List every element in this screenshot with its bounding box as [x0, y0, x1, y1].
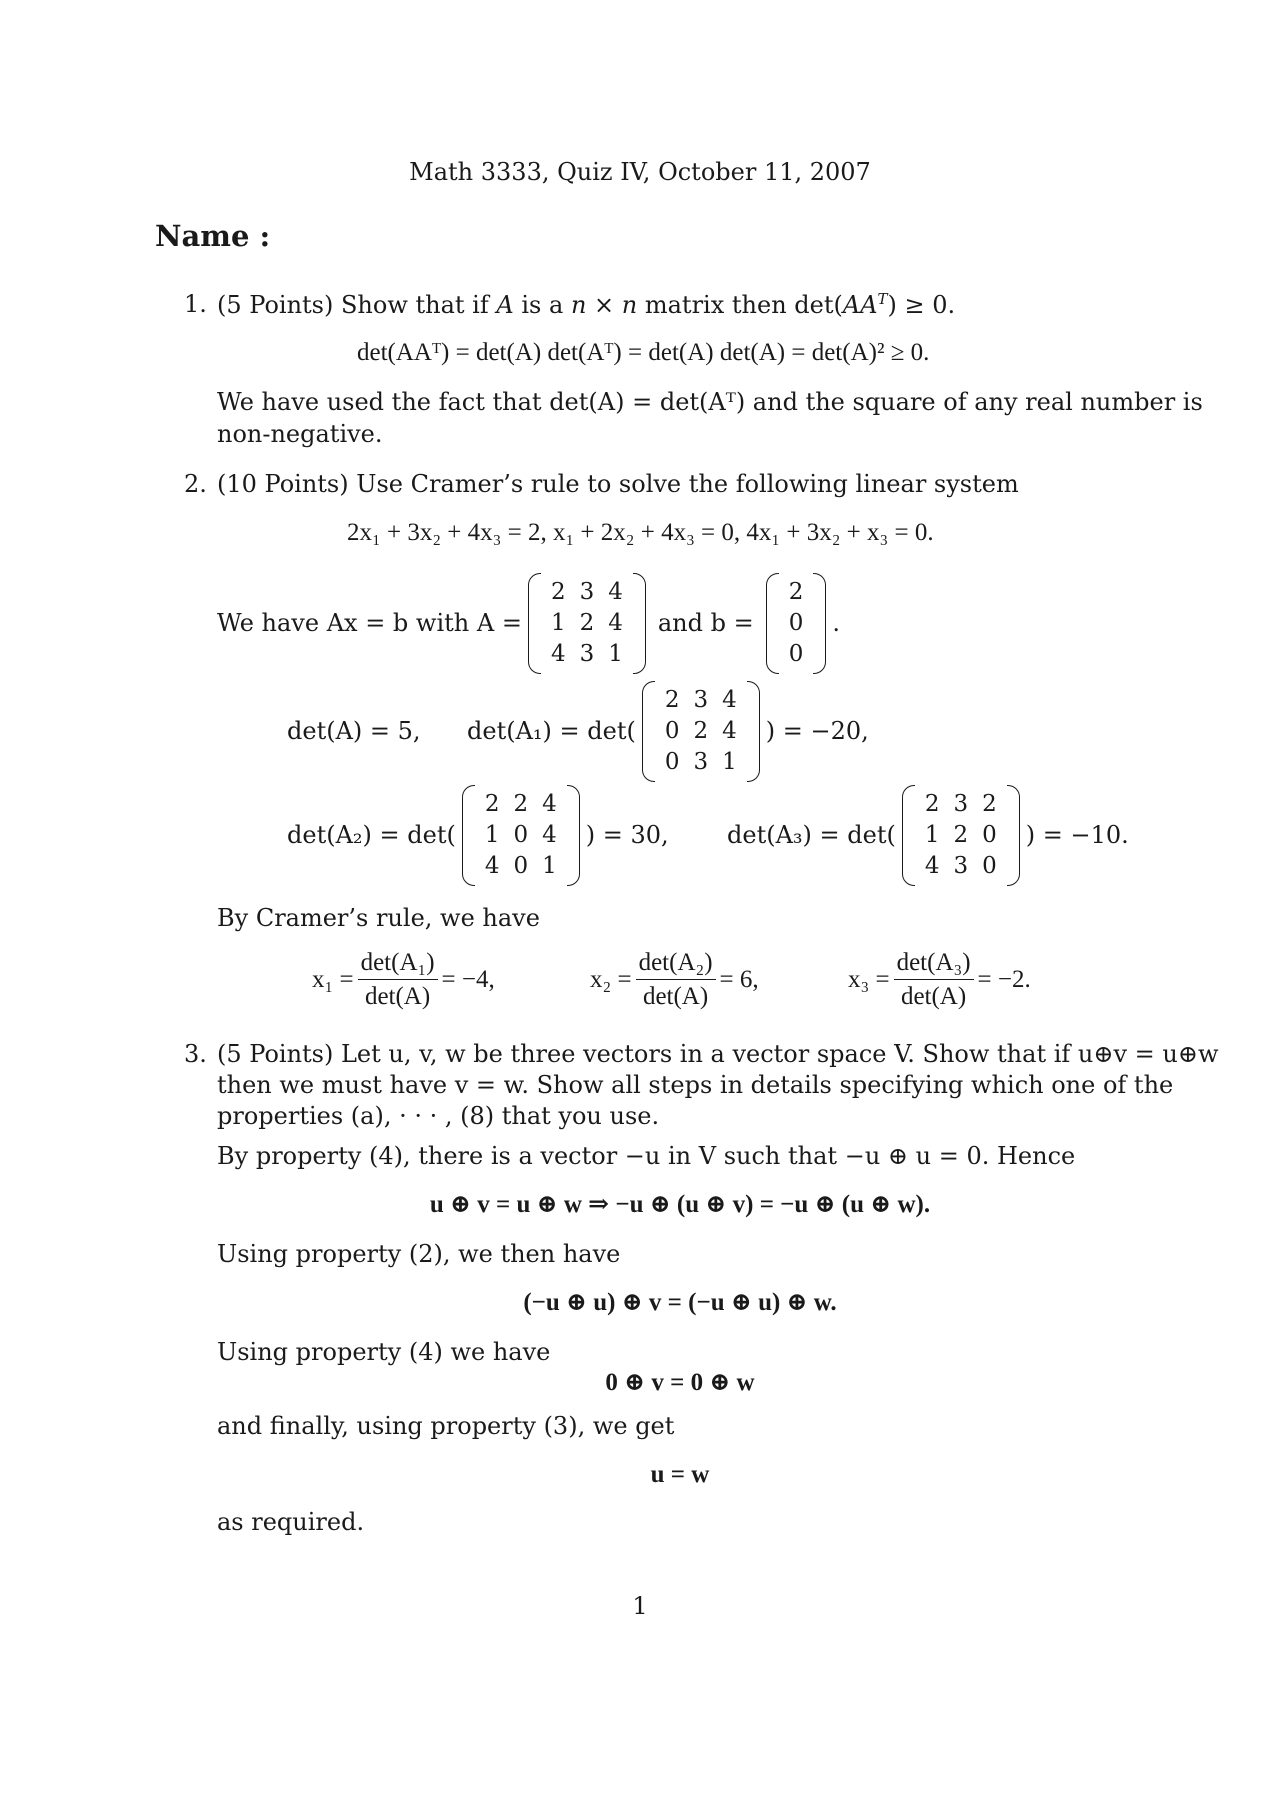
- q2-x2: x₂ = $\frac{\text{det(A₂)}}{\det(A)}$ = 6,: [590, 948, 759, 1010]
- q2-number: 2.: [184, 470, 207, 498]
- q2-detA2: det(A₂) = det( 2 2 4 1 0 4 4 0 1 ) = 30,: [287, 790, 669, 880]
- q3-step4: and finally, using property (3), we get: [217, 1412, 675, 1440]
- q1-equation: det(AAᵀ) = det(A) det(Aᵀ) = det(A) det(A) = det(A)² ≥ 0.: [357, 339, 930, 366]
- matrix-A3: 2 3 2 1 2 0 4 3 0: [902, 789, 1020, 882]
- q2-cramer-intro: By Cramer’s rule, we have: [217, 904, 540, 932]
- q3-eq2: (−u ⊕ u) ⊕ v = (−u ⊕ u) ⊕ w.: [523, 1289, 837, 1316]
- q1-prompt: (5 Points) Show that if A is a n × n matrix then $\det(AA^T) \ge 0$.: [217, 290, 956, 319]
- q3-step3: Using property (4) we have: [217, 1338, 551, 1366]
- page-number: 1: [632, 1592, 648, 1620]
- q3-step1: By property (4), there is a vector −u in V such that −u ⊕ u = 0. Hence: [217, 1142, 1076, 1170]
- matrix-A2: 2 2 4 1 0 4 4 0 1: [462, 789, 580, 882]
- q3-number: 3.: [184, 1040, 207, 1068]
- q2-detA1: det(A₁) = det( 2 3 4 0 2 4 0 3 1 ) = −20,: [467, 686, 869, 776]
- q1-explanation-line1: We have used the fact that det(A) = det(Aᵀ) and the square of any real number is: [217, 388, 1203, 416]
- vector-b: 2 0 0: [766, 577, 827, 670]
- q3-prompt-line1: (5 Points) Let u, v, w be three vectors in a vector space V. Show that if u⊕v = u⊕w: [217, 1040, 1219, 1068]
- q2-prompt: (10 Points) Use Cramer’s rule to solve the following linear system: [217, 470, 1019, 498]
- q2-detA3: det(A₃) = det( 2 3 2 1 2 0 4 3 0 ) = −10.: [727, 790, 1129, 880]
- q3-eq3: 0 ⊕ v = 0 ⊕ w: [605, 1369, 755, 1396]
- q3-prompt-line3: properties (a), · · · , (8) that you use.: [217, 1102, 660, 1130]
- q3-step2: Using property (2), we then have: [217, 1240, 621, 1268]
- page-title: Math 3333, Quiz IV, October 11, 2007: [409, 158, 871, 186]
- name-label: Name :: [155, 219, 271, 253]
- q2-detA: det(A) = 5,: [287, 717, 421, 745]
- q3-eq4: u = w: [650, 1461, 710, 1488]
- q3-prompt-line2: then we must have v = w. Show all steps in details specifying which one of the: [217, 1071, 1174, 1099]
- q2-setup: We have Ax = b with A = 2 3 4 1 2 4 4 3 1 and b = 2 0 0 .: [217, 578, 840, 668]
- q3-eq1: u ⊕ v = u ⊕ w ⇒ −u ⊕ (u ⊕ v) = −u ⊕ (u ⊕ w).: [429, 1191, 931, 1218]
- q2-system: 2x₁ + 3x₂ + 4x₃ = 2, x₁ + 2x₂ + 4x₃ = 0, 4x₁ + 3x₂ + x₃ = 0.: [347, 519, 934, 546]
- matrix-A: 2 3 4 1 2 4 4 3 1: [528, 577, 646, 670]
- q2-x3: x₃ = $\frac{\text{det(A₃)}}{\det(A)}$ = −2.: [848, 948, 1031, 1010]
- q1-number: 1.: [184, 290, 207, 318]
- q3-conclusion: as required.: [217, 1508, 365, 1536]
- q1-explanation-line2: non-negative.: [217, 420, 383, 448]
- matrix-A1: 2 3 4 0 2 4 0 3 1: [642, 685, 760, 778]
- q2-x1: x₁ = $\frac{\text{det(A₁)}}{\det(A)}$ = −4,: [312, 948, 495, 1010]
